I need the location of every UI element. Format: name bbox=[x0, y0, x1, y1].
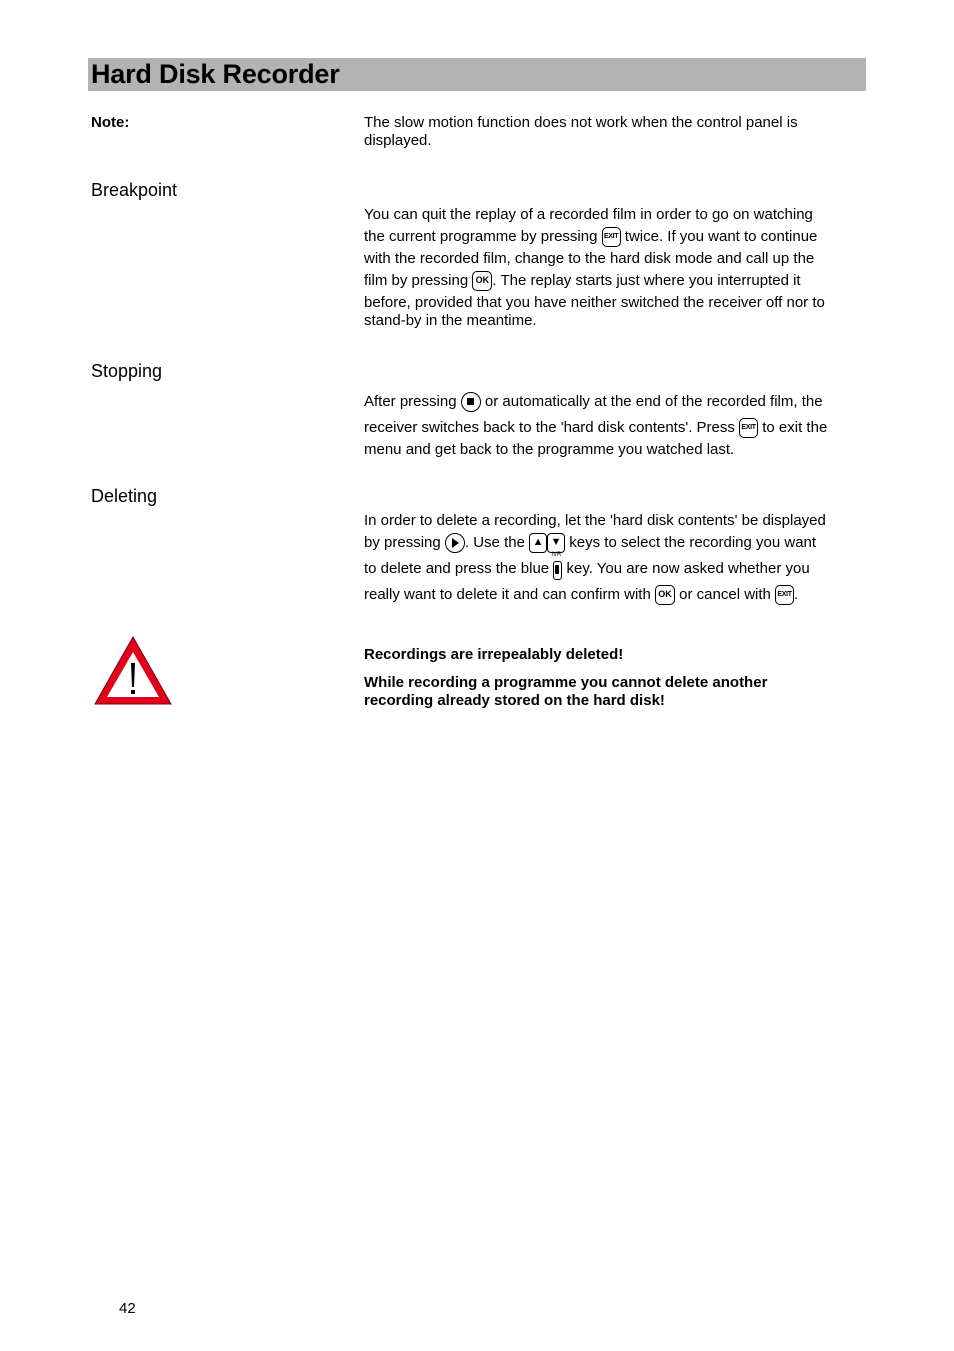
warning-text-2 bbox=[364, 674, 844, 710]
section-heading-breakpoint: Breakpoint bbox=[91, 180, 178, 200]
ok-key-icon: OK bbox=[472, 271, 492, 291]
warning-triangle-icon bbox=[93, 635, 173, 707]
text-line bbox=[364, 224, 864, 250]
text-span: to delete and press the blue bbox=[364, 560, 550, 577]
down-arrow-key-icon: ▼ bbox=[547, 533, 565, 553]
warning-text-1: Recordings are irrepealably deleted! bbox=[364, 646, 624, 663]
text-line: menu and get back to the programme you watched last. bbox=[364, 441, 735, 458]
text-line: You can quit the replay of a recorded film in order to go on watching bbox=[364, 206, 813, 223]
text-span: receiver switches back to the 'hard disk contents'. Press bbox=[364, 419, 735, 436]
exit-key-icon: EXIT bbox=[775, 585, 794, 605]
section-heading-stopping: Stopping bbox=[91, 361, 163, 381]
note-paragraph bbox=[364, 114, 864, 150]
text-span: or cancel with bbox=[679, 586, 771, 603]
stop-button-icon bbox=[461, 392, 481, 412]
text-line: with the recorded film, change to the hard disk mode and call up the bbox=[364, 250, 815, 267]
text-line bbox=[364, 530, 864, 556]
stopping-paragraph bbox=[364, 389, 864, 459]
ok-key-icon: OK bbox=[655, 585, 675, 605]
note-line: displayed. bbox=[364, 132, 432, 149]
text-span: or automatically at the end of the recorded film, the bbox=[484, 393, 823, 410]
note-line: The slow motion function does not work when the control panel is bbox=[364, 114, 798, 131]
text-line: recording already stored on the hard disk! bbox=[364, 692, 665, 709]
text-line: stand-by in the meantime. bbox=[364, 312, 537, 329]
text-span: . The replay starts just where you interrupted it bbox=[492, 272, 801, 289]
page-number: 42 bbox=[119, 1300, 136, 1317]
blue-key-icon bbox=[551, 551, 562, 580]
text-span: key. You are now asked whether you bbox=[566, 560, 810, 577]
text-line: In order to delete a recording, let the 'hard disk contents' be displayed bbox=[364, 512, 826, 529]
play-button-icon bbox=[445, 533, 465, 553]
note-label: Note: bbox=[91, 114, 130, 131]
text-span: keys to select the recording you want bbox=[569, 534, 817, 551]
text-line: before, provided that you have neither switched the receiver off nor to bbox=[364, 294, 825, 311]
title-bar bbox=[88, 58, 866, 91]
text-span: really want to delete it and can confirm with bbox=[364, 586, 651, 603]
exit-key-icon: EXIT bbox=[602, 227, 621, 247]
exit-key-icon: EXIT bbox=[739, 418, 758, 438]
text-span: the current programme by pressing bbox=[364, 228, 598, 245]
text-span: to exit the bbox=[762, 419, 828, 436]
deleting-paragraph bbox=[364, 512, 864, 608]
text-line: While recording a programme you cannot delete another bbox=[364, 674, 768, 691]
section-heading-deleting: Deleting bbox=[91, 486, 158, 506]
text-line bbox=[364, 415, 864, 441]
text-line bbox=[364, 389, 864, 415]
text-line bbox=[364, 268, 864, 294]
text-span: . Use the bbox=[464, 534, 525, 551]
blue-key-caption: IVR bbox=[551, 551, 562, 558]
breakpoint-paragraph bbox=[364, 206, 864, 330]
text-span: After pressing bbox=[364, 393, 457, 410]
page-title: Hard Disk Recorder bbox=[91, 59, 340, 89]
text-span: by pressing bbox=[364, 534, 441, 551]
text-line bbox=[364, 551, 864, 582]
text-span: film by pressing bbox=[364, 272, 469, 289]
text-span: . bbox=[794, 586, 799, 603]
up-arrow-key-icon: ▲ bbox=[529, 533, 547, 553]
text-line bbox=[364, 582, 864, 608]
text-span: twice. If you want to continue bbox=[624, 228, 818, 245]
